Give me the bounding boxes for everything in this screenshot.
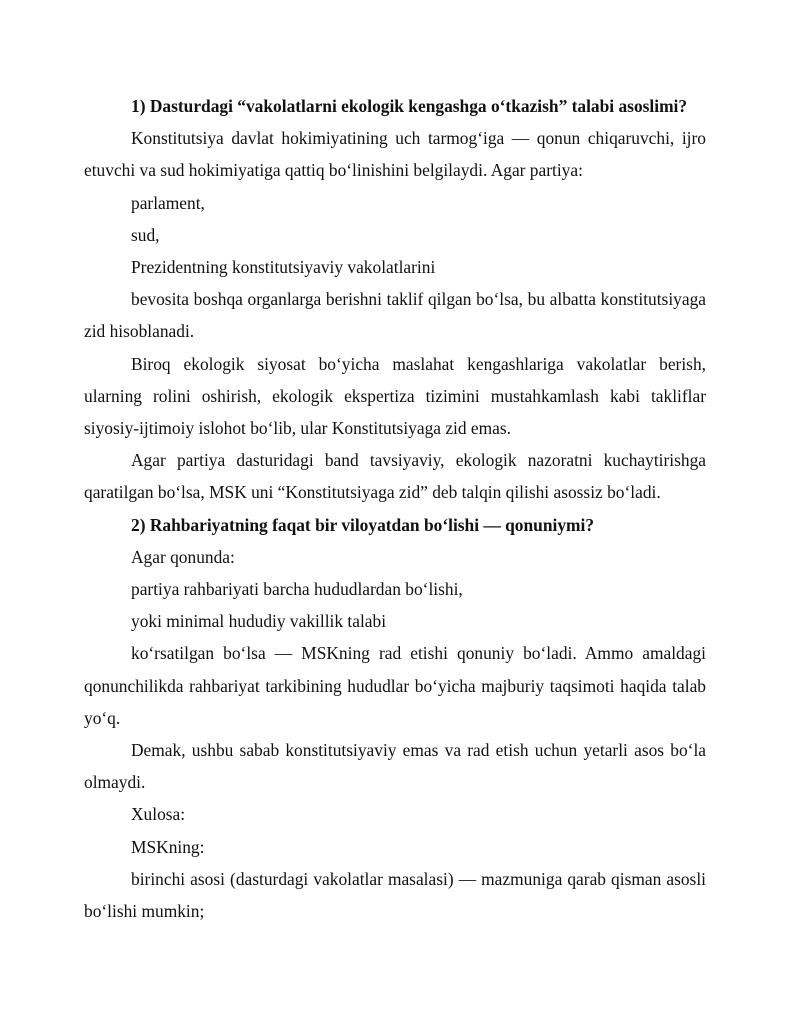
paragraph: MSKning: bbox=[131, 836, 205, 857]
paragraph: Demak, ushbu sabab konstitutsiyaviy emas va rad etish uchun yetarli asos bo‘la olmaydi. bbox=[84, 740, 706, 793]
conclusion-heading: Xulosa: bbox=[131, 804, 186, 825]
paragraph: Agar qonunda: bbox=[131, 546, 235, 567]
heading-question-1: 1) Dasturdagi “vakolatlarni ekologik kengashga o‘tkazish” talabi asoslimi? bbox=[131, 96, 688, 116]
paragraph: birinchi asosi (dasturdagi vakolatlar masalasi) — mazmuniga qarab qisman asosli bo‘lishi mumkin; bbox=[84, 868, 706, 922]
list-item: yoki minimal hududiy vakillik talabi bbox=[131, 611, 387, 632]
list-item: Prezidentning konstitutsiyaviy vakolatlarini bbox=[131, 257, 436, 278]
paragraph: Agar partiya dasturidagi band tavsiyaviy, ekologik nazoratni kuchaytirishga qaratilgan bo‘lsa, MSK uni “Konstitutsiyaga zid” deb talqin qilishi asossiz bo‘ladi. bbox=[84, 450, 706, 503]
paragraph: Konstitutsiya davlat hokimiyatining uch tarmog‘iga — qonun chiqaruvchi, ijro etuvchi va sud hokimiyatiga qattiq bo‘linishini belgilaydi. Agar partiya: bbox=[84, 128, 706, 181]
paragraph: bevosita boshqa organlarga berishni taklif qilgan bo‘lsa, bu albatta konstitutsiyaga zid hisoblanadi. bbox=[84, 289, 706, 342]
list-item: partiya rahbariyati barcha hududlardan bo‘lishi, bbox=[131, 579, 463, 600]
heading-question-2: 2) Rahbariyatning faqat bir viloyatdan bo‘lishi — qonuniymi? bbox=[131, 514, 595, 535]
list-item: sud, bbox=[131, 224, 160, 245]
paragraph: Biroq ekologik siyosat bo‘yicha maslahat kengashlariga vakolatlar berish, ularning rolini oshirish, ekologik ekspertiza tizimini mustahkamlash kabi takliflar siyosiy-ijtimoiy islohot bo‘lib, ular Konstitutsiyaga zid emas. bbox=[84, 353, 706, 439]
list-item: parlament, bbox=[131, 192, 205, 213]
paragraph: ko‘rsatilgan bo‘lsa — MSKning rad etishi qonuniy bo‘ladi. Ammo amaldagi qonunchilikda rahbariyat tarkibining hududlar bo‘yicha majburiy taqsimoti haqida talab yo‘q. bbox=[84, 643, 706, 728]
document-page bbox=[84, 90, 706, 927]
